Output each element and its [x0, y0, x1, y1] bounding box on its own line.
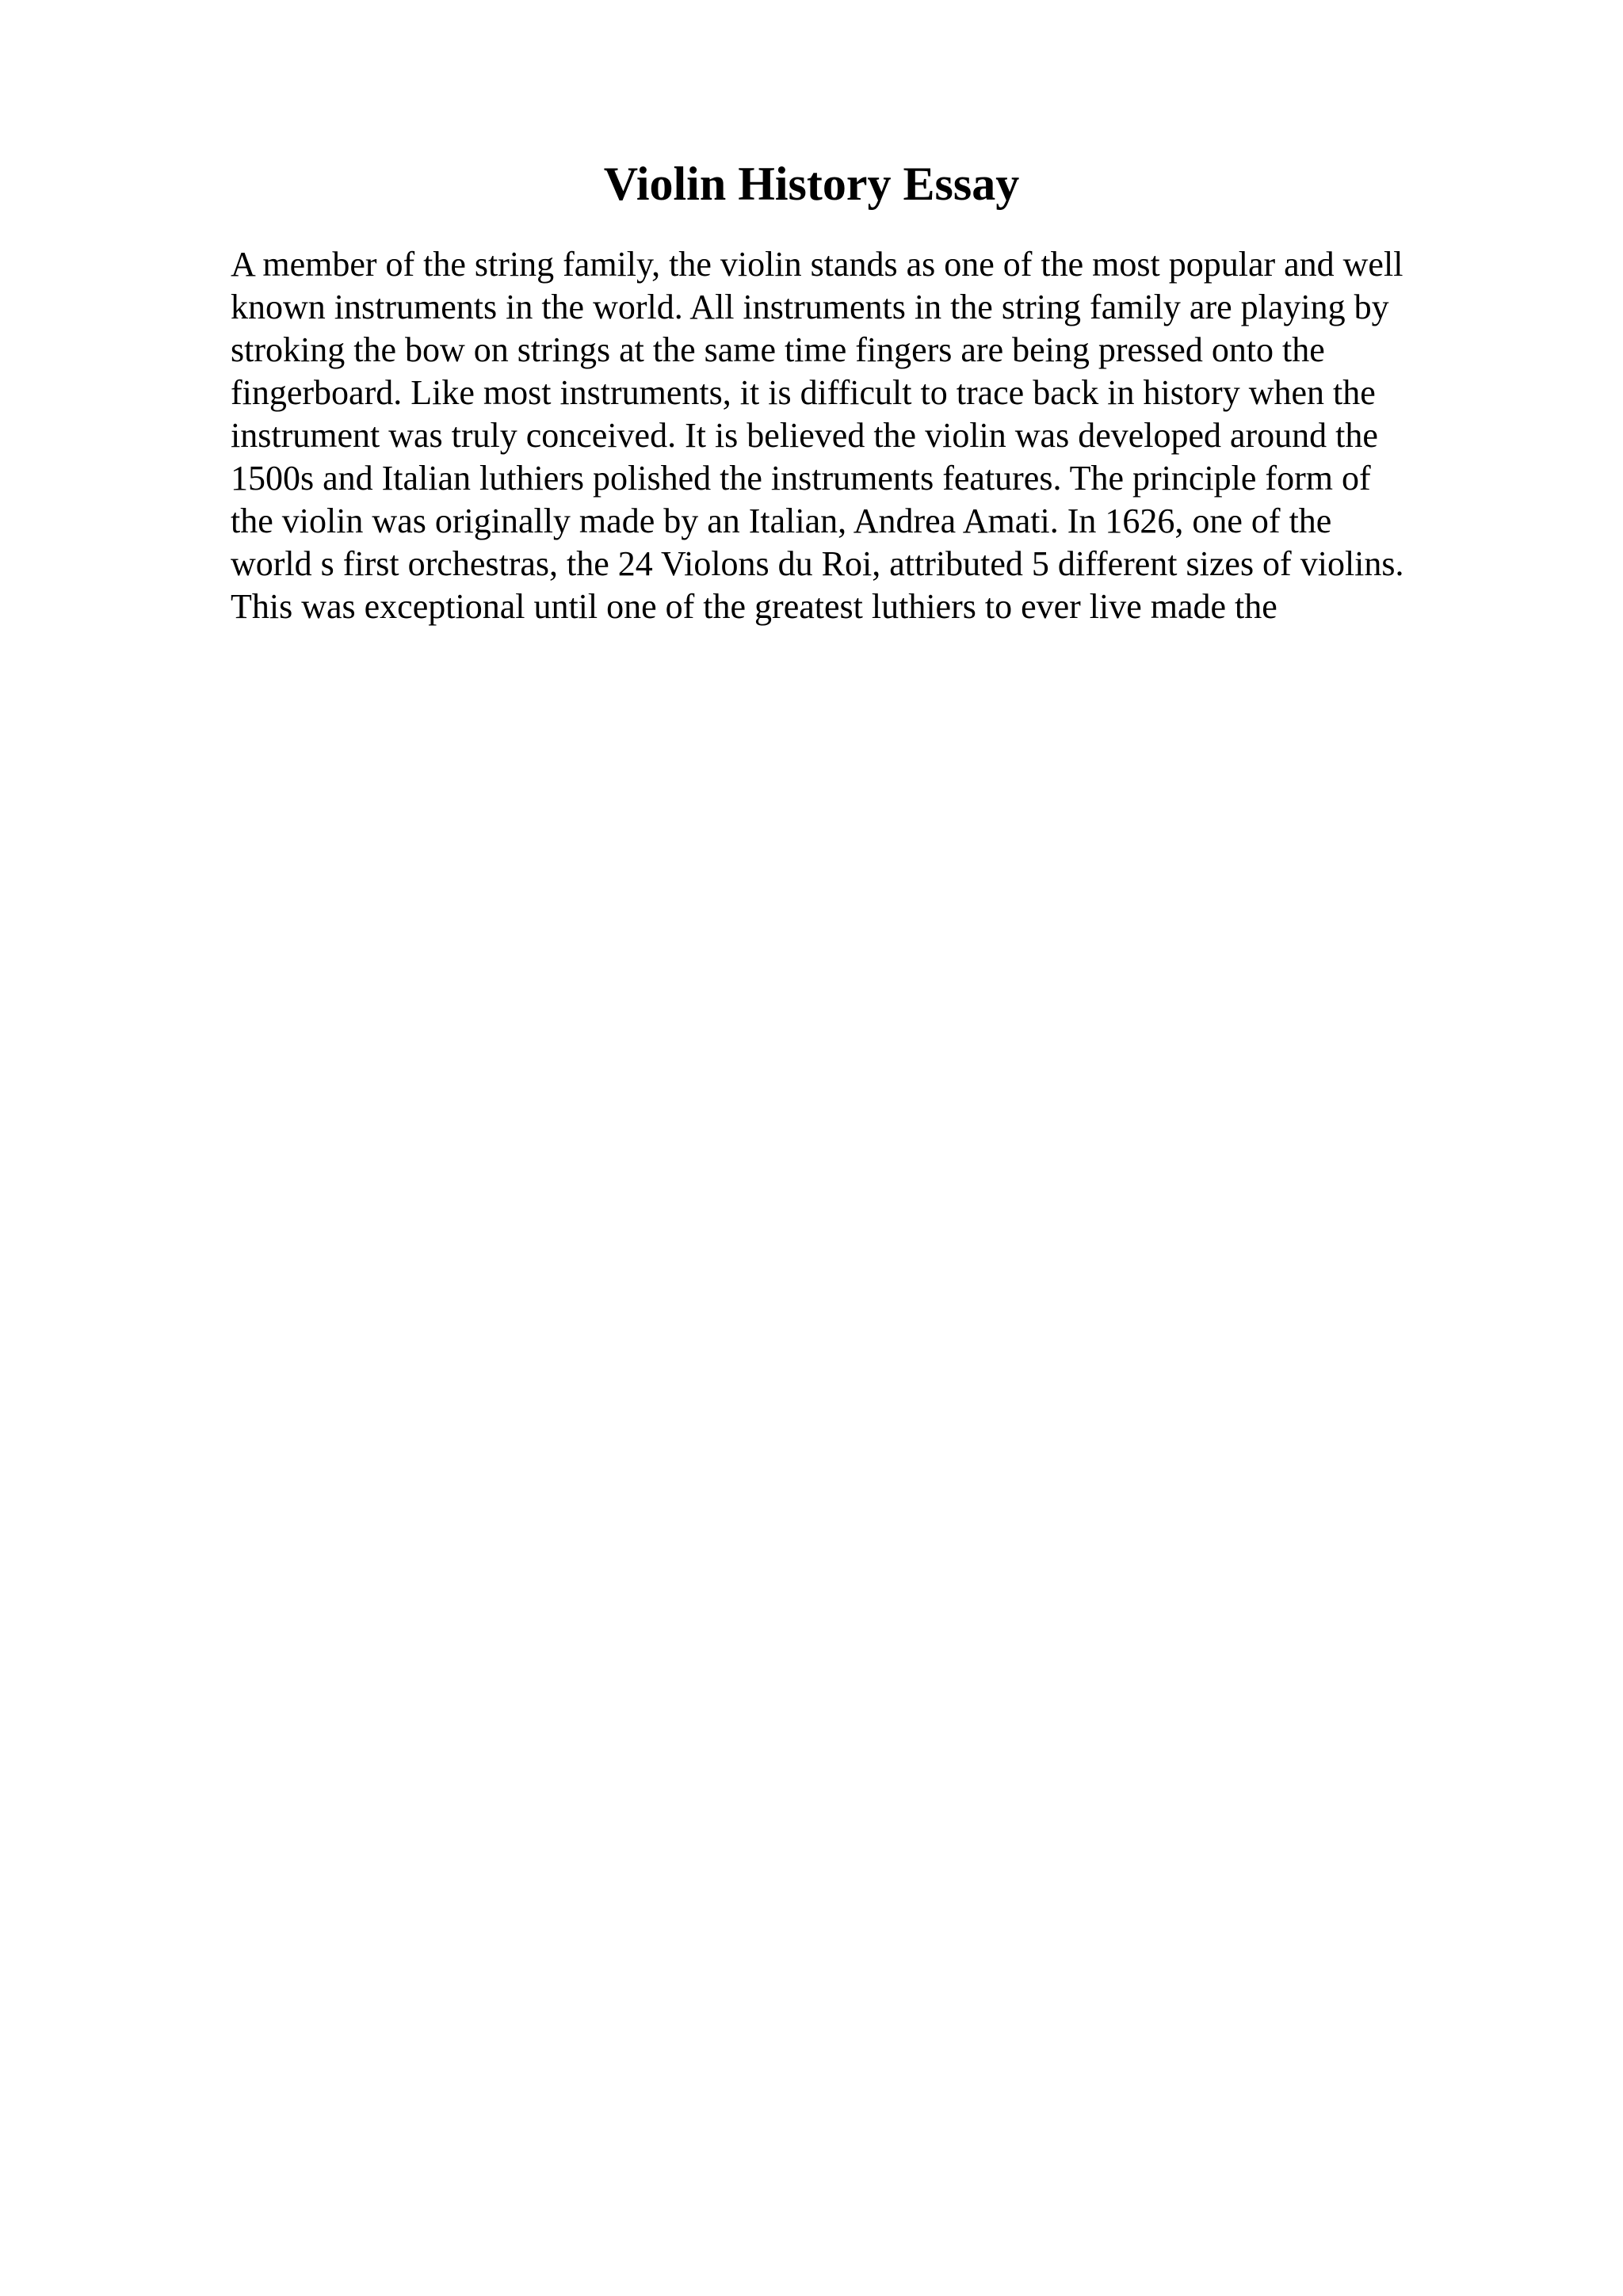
paragraph-line: A member of the string family, the violin stands as one of the most popular and well [231, 245, 1403, 284]
document-title: Violin History Essay [603, 158, 1020, 210]
paragraph-line: the violin was originally made by an Italian, Andrea Amati. In 1626, one of the [231, 502, 1332, 540]
paragraph-line: stroking the bow on strings at the same time fingers are being pressed onto the [231, 330, 1325, 369]
paragraph-line: world s first orchestras, the 24 Violons du Roi, attributed 5 different sizes of violins. [231, 544, 1404, 583]
paragraph-line: 1500s and Italian luthiers polished the instruments features. The principle form of [231, 459, 1371, 498]
paragraph-line: fingerboard. Like most instruments, it is difficult to trace back in history when the [231, 373, 1376, 412]
paragraph-line: This was exceptional until one of the greatest luthiers to ever live made the [231, 587, 1277, 626]
paragraph-line: known instruments in the world. All instruments in the string family are playing by [231, 288, 1389, 326]
essay-paragraph [231, 243, 1499, 628]
paragraph-line: instrument was truly conceived. It is believed the violin was developed around the [231, 416, 1378, 455]
